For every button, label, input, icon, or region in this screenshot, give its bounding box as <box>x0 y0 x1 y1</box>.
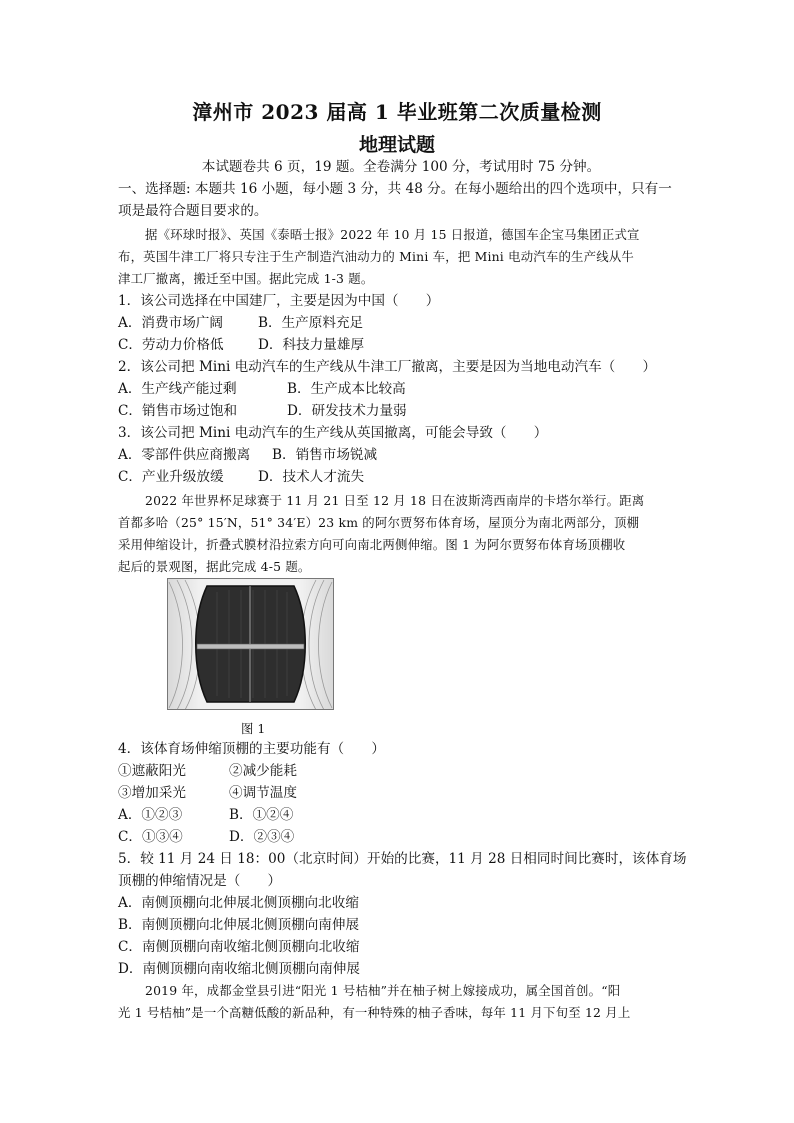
question-1-option-a: A．消费市场广阔 <box>118 315 223 331</box>
question-3-option-c: C．产业升级放缓 <box>118 469 224 485</box>
passage-3-line-1: 2019 年，成都金堂县引进“阳光 1 号桔柚”并在柚子树上嫁接成功，属全国首创。“阳 <box>145 983 621 998</box>
figure-caption: 图 1 <box>241 721 266 736</box>
question-5-option-c: C．南侧顶棚向南收缩北侧顶棚向北收缩 <box>118 939 360 955</box>
question-4-option-a: A．①②③ <box>118 807 183 823</box>
section-heading-line-1: 一、选择题: 本题共 16 小题，每小题 3 分，共 48 分。在每小题给出的四个选项中，只有一 <box>118 181 672 197</box>
question-4-item-2: ②减少能耗 <box>229 763 297 779</box>
question-5-option-b: B．南侧顶棚向北伸展北侧顶棚向南伸展 <box>118 917 360 933</box>
question-2-option-b: B．生产成本比较高 <box>287 381 406 397</box>
question-1-option-c: C．劳动力价格低 <box>118 337 224 353</box>
question-2-option-d: D．研发技术力量弱 <box>287 403 407 419</box>
page-title: 漳州市 2023 届高 1 毕业班第二次质量检测 <box>192 100 602 124</box>
question-4-item-4: ④调节温度 <box>229 785 297 801</box>
question-4-option-d: D．②③④ <box>229 829 295 845</box>
passage-2-line-3: 采用伸缩设计，折叠式膜材沿拉索方向可向南北两侧伸缩。图 1 为阿尔贾努布体育场顶棚收 <box>118 537 626 552</box>
question-1-stem: 1．该公司选择在中国建厂，主要是因为中国（ ） <box>118 293 440 309</box>
question-2-option-a: A．生产线产能过剩 <box>118 381 237 397</box>
section-heading-line-2: 项是最符合题目要求的。 <box>118 203 268 219</box>
stadium-roof-photo <box>167 578 334 710</box>
passage-1-line-1: 据《环球时报》、英国《泰晤士报》2022 年 10 月 15 日报道，德国车企宝马集团正式宣 <box>145 227 640 242</box>
question-5-option-d: D．南侧顶棚向南收缩北侧顶棚向南伸展 <box>118 961 360 977</box>
question-4-stem: 4．该体育场伸缩顶棚的主要功能有（ ） <box>118 741 385 757</box>
passage-3-line-2: 光 1 号桔柚”是一个高糖低酸的新品种，有一种特殊的柚子香味，每年 11 月下旬至 12 月上 <box>118 1005 631 1020</box>
question-3-stem: 3．该公司把 Mini 电动汽车的生产线从英国撤离，可能会导致（ ） <box>118 425 548 441</box>
question-3-option-b: B．销售市场锐减 <box>272 447 378 463</box>
question-5-stem-line-2: 顶棚的伸缩情况是（ ） <box>118 873 282 889</box>
stadium-roof-illustration <box>167 578 334 710</box>
question-4-item-3: ③增加采光 <box>118 785 186 801</box>
passage-1-line-3: 津工厂撤离，搬迁至中国。据此完成 1-3 题。 <box>118 271 374 286</box>
passage-2-line-2: 首都多哈（25° 15′N，51° 34′E）23 km 的阿尔贾努布体育场，屋顶分为南北两部分，顶棚 <box>118 515 640 530</box>
question-5-option-a: A．南侧顶棚向北伸展北侧顶棚向北收缩 <box>118 895 359 911</box>
question-4-option-b: B．①②④ <box>229 807 294 823</box>
question-3-option-a: A．零部件供应商搬离 <box>118 447 251 463</box>
page-subtitle: 地理试题 <box>358 134 435 156</box>
question-5-stem-line-1: 5．较 11 月 24 日 18：00（北京时间）开始的比赛，11 月 28 日相同时间比赛时，该体育场 <box>118 851 687 867</box>
question-4-option-c: C．①③④ <box>118 829 183 845</box>
question-1-option-b: B．生产原料充足 <box>258 315 364 331</box>
question-4-item-1: ①遮蔽阳光 <box>118 763 186 779</box>
question-2-option-c: C．销售市场过饱和 <box>118 403 238 419</box>
passage-2-line-1: 2022 年世界杯足球赛于 11 月 21 日至 12 月 18 日在波斯湾西南岸的卡塔尔举行。距离 <box>145 493 645 508</box>
passage-1-line-2: 布，英国牛津工厂将只专注于生产制造汽油动力的 Mini 车，把 Mini 电动汽车的生产线从牛 <box>118 249 635 264</box>
question-3-option-d: D．技术人才流失 <box>258 469 365 485</box>
question-2-stem: 2．该公司把 Mini 电动汽车的生产线从牛津工厂撤离，主要是因为当地电动汽车（ ） <box>118 359 657 375</box>
exam-intro: 本试题卷共 6 页，19 题。全卷满分 100 分，考试用时 75 分钟。 <box>201 159 601 175</box>
question-1-option-d: D．科技力量雄厚 <box>258 337 365 353</box>
passage-2-line-4: 起后的景观图，据此完成 4-5 题。 <box>118 559 311 574</box>
